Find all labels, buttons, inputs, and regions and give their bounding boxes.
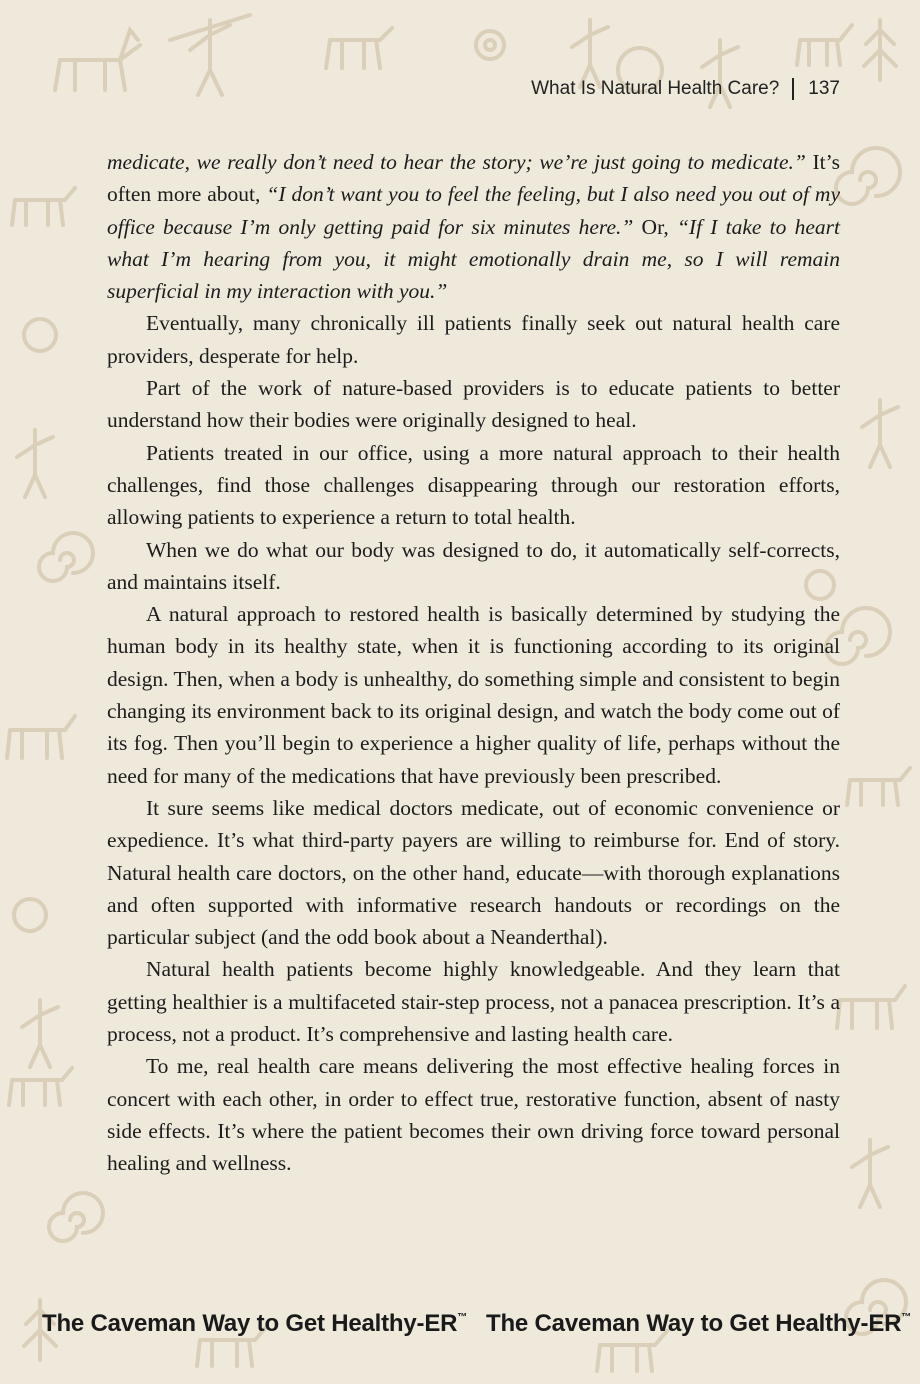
paragraph (107, 146, 840, 307)
text-run: Or, (633, 214, 677, 239)
italic-quote: “I don’t want you to feel the feeling, but I also need you out of my office because I’m only getting paid for six minutes here.” (107, 182, 840, 239)
paragraph: Patients treated in our office, using a more natural approach to their health challenges, find those challenges disappearing through our restoration efforts, allowing patients to experience a return to total health. (107, 440, 840, 530)
chapter-title: What Is Natural Health Care? (531, 78, 780, 99)
footer-text: The Caveman Way to Get Healthy-ER (42, 1310, 458, 1337)
footer-title-right (486, 1310, 911, 1338)
paragraph: A natural approach to restored health is basically determined by studying the human body in its healthy state, when it is functioning according to its original design. Then, when a body is unhealthy, do something simple and consistent to begin changing its environment back to its original design, and watch the body come out of its fog. Then you’ll begin to experience a higher quality of life, perhaps without the need for many of the medications that have previously been prescribed. (107, 602, 840, 788)
italic-quote: medicate, we really don’t need to hear the story; we’re just going to medicate.” (107, 150, 806, 174)
paragraph: Eventually, many chronically ill patients finally seek out natural health care providers, desperate for help. (107, 311, 840, 368)
page-number: 137 (808, 78, 840, 99)
running-header (531, 78, 840, 100)
paragraph: When we do what our body was designed to do, it automatically self-corrects, and maintains itself. (107, 537, 840, 594)
footer-title-left (42, 1310, 467, 1338)
text-run: It’s often more about, (107, 150, 840, 207)
paragraph: It sure seems like medical doctors medicate, out of economic convenience or expedience. It’s what third-party payers are willing to reimburse for. End of story. Natural health care doctors, on the other hand, educate—with thorough explanations and often supported with informative research handouts or recordings on the particular subject (and the odd book about a Neanderthal). (107, 795, 840, 950)
paragraph: To me, real health care means delivering the most effective healing forces in concert with each other, in order to effect true, restorative function, absent of nasty side effects. It’s where the patient becomes their own driving force toward personal healing and wellness. (107, 1054, 840, 1176)
header-divider (792, 78, 794, 100)
italic-quote: “If I take to heart what I’m hearing from you, it might emotionally drain me, so I will remain superficial in my interaction with you.” (107, 214, 840, 304)
body-text (107, 146, 840, 1180)
footer-text: The Caveman Way to Get Healthy-ER (486, 1310, 902, 1337)
trademark-mark: ™ (901, 1312, 912, 1323)
paragraph: Part of the work of nature-based providers is to educate patients to better understand how their bodies were originally designed to heal. (107, 376, 840, 433)
paragraph: Natural health patients become highly knowledgeable. And they learn that getting healthier is a multifaceted stair-step process, not a panacea prescription. It’s a process, not a product. It’s comprehensive and lasting health care. (107, 957, 840, 1047)
trademark-mark: ™ (457, 1312, 468, 1323)
